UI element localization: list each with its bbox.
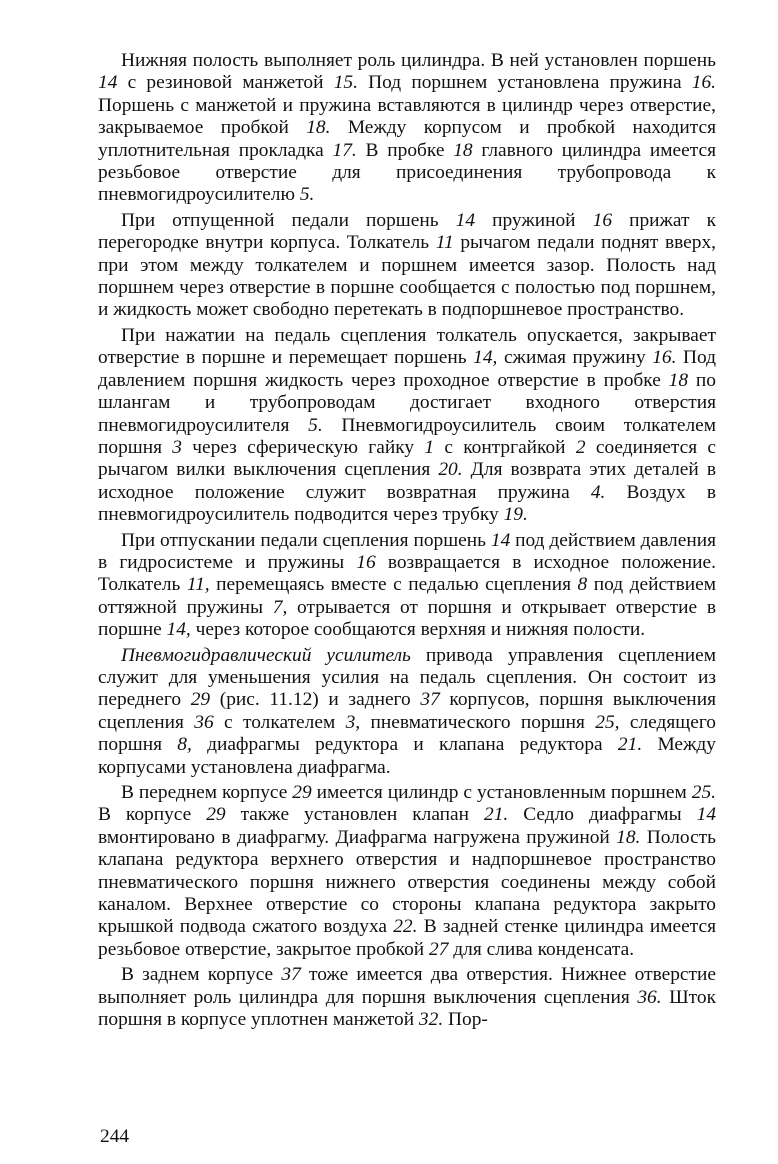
page-text bbox=[98, 50, 716, 1034]
italic-ref: 14 bbox=[455, 209, 476, 231]
italic-ref: 37 bbox=[420, 689, 440, 711]
italic-ref: 14, bbox=[473, 347, 498, 369]
italic-ref: 14 bbox=[490, 529, 511, 551]
page-number: 244 bbox=[100, 1126, 130, 1147]
italic-ref: 16. bbox=[691, 72, 716, 94]
italic-ref: 18 bbox=[668, 369, 689, 391]
italic-ref: 18. bbox=[616, 826, 641, 848]
paragraph-1: Нижняя полость выполняет роль цилиндра. В ней установлен поршень 14 с резиновой манжетой 15. Под поршнем установлена пружина 16. Поршень с манжетой и пружина вставляются в цилиндр через отверстие, закрываемое пробкой 18. Между корпусом и пробкой находится уплотнительная прокладка 17. В пробке 18 главного цилиндра имеется резьбовое отверстие для присоединения трубопровода к пневмогидроусилителю 5. bbox=[98, 50, 716, 206]
italic-ref: 18. bbox=[306, 117, 331, 139]
italic-ref: 29 bbox=[206, 804, 226, 826]
paragraph-4: При отпускании педали сцепления поршень 14 под действием давления в гидросистеме и пружины 16 возвращается в исходное положение. Толкатель 11, перемещаясь вместе с педалью сцепления 8 под действием оттяжной пружины 7, отрывается от поршня и открывает отверстие в поршне 14, через которое сообщаются верхняя и нижняя полости. bbox=[98, 529, 716, 641]
italic-ref: 21. bbox=[617, 734, 643, 756]
italic-ref: 25. bbox=[691, 782, 716, 803]
italic-ref: 1 bbox=[424, 436, 435, 458]
italic-ref: 8 bbox=[577, 574, 588, 596]
italic-ref: 16 bbox=[356, 551, 376, 573]
italic-ref: 18 bbox=[453, 139, 473, 161]
italic-ref: 25, bbox=[595, 711, 620, 733]
paragraph-5: Пневмогидравлический усилитель привода управления сцеплением служит для уменьшения усилия на педаль сцепления. Он состоит из переднего 29 (рис. 11.12) и заднего 37 корпусов, поршня выключения сцепления 36 с толкателем 3, пневматического поршня 25, следящего поршня 8, диафрагмы редуктора и клапана редуктора 21. Между корпусами установлена диафрагма. bbox=[98, 644, 716, 778]
italic-ref: 2 bbox=[575, 436, 586, 458]
italic-ref: 36 bbox=[194, 711, 214, 733]
italic-ref: Пневмогидравлический усилитель bbox=[121, 644, 411, 666]
italic-ref: 32. bbox=[418, 1009, 444, 1031]
italic-ref: 14 bbox=[98, 72, 118, 94]
italic-ref: 11, bbox=[186, 574, 210, 596]
italic-ref: 8, bbox=[177, 734, 192, 756]
paragraph-3: При нажатии на педаль сцепления толкатель опускается, закрывает отверстие в поршне и перемещает поршень 14, сжимая пружину 16. Под давлением поршня жидкость через проходное отверстие в пробке 18 по шлангам и трубопроводам достигает входного отверстия пневмогидроусилителя 5. Пневмогидроусилитель своим толкателем поршня 3 через сферическую гайку 1 с контргайкой 2 соединяется с рычагом вилки выключения сцепления 20. Для возврата этих деталей в исходное положение служит возвратная пружина 4. Воздух в пневмогидроусилитель подводится через трубку 19. bbox=[98, 324, 717, 526]
italic-ref: 29 bbox=[292, 782, 312, 803]
italic-ref: 20. bbox=[438, 459, 463, 481]
italic-ref: 22. bbox=[393, 916, 418, 938]
italic-ref: 16 bbox=[592, 209, 613, 231]
italic-ref: 15. bbox=[333, 72, 358, 94]
italic-ref: 36. bbox=[637, 986, 662, 1008]
paragraph-2: При отпущенной педали поршень 14 пружиной 16 прижат к перегородке внутри корпуса. Толкатель 11 рычагом педали поднят вверх, при этом между толкателем и поршнем имеется зазор. Полость над поршнем через отверстие в поршне сообщается с полостью под поршнем, и жидкость может свободно перетекать в подпоршневое пространство. bbox=[98, 209, 717, 321]
paragraph-7: В заднем корпусе 37 тоже имеется два отверстия. Нижнее отверстие выполняет роль цилиндра для поршня выключения сцепления 36. Шток поршня в корпусе уплотнен манжетой 32. Пор- bbox=[98, 964, 717, 1031]
italic-ref: 29 bbox=[190, 689, 211, 711]
italic-ref: 37 bbox=[281, 964, 301, 986]
italic-ref: 5. bbox=[299, 184, 315, 206]
italic-ref: 19. bbox=[503, 504, 528, 526]
italic-ref: 16. bbox=[652, 347, 677, 369]
italic-ref: 17. bbox=[332, 139, 357, 161]
italic-ref: 27 bbox=[429, 938, 449, 960]
italic-ref: 14, bbox=[166, 619, 191, 641]
italic-ref: 4. bbox=[590, 481, 606, 503]
italic-ref: 3, bbox=[345, 711, 361, 733]
italic-ref: 21. bbox=[484, 804, 509, 826]
italic-ref: 3 bbox=[172, 436, 182, 458]
paragraph-6: В переднем корпусе 29 имеется цилиндр с установленным поршнем 25. В корпусе 29 также установлен клапан 21. Седло диафрагмы 14 вмонтировано в диафрагму. Диафрагма нагружена пружиной 18. Полость клапана редуктора верхнего отверстия и надпоршневое пространство пневматического поршня нижнего отверстия соединены между собой каналом. Верхнее отверстие со стороны клапана редуктора закрыто крышкой подвода сжатого воздуха 22. В задней стенке цилиндра имеется резьбовое отверстие, закрытое пробкой 27 для слива конденсата. bbox=[98, 782, 717, 960]
italic-ref: 11 bbox=[435, 232, 454, 254]
italic-ref: 7, bbox=[272, 596, 288, 618]
italic-ref: 14 bbox=[696, 804, 717, 826]
italic-ref: 5. bbox=[308, 414, 323, 436]
